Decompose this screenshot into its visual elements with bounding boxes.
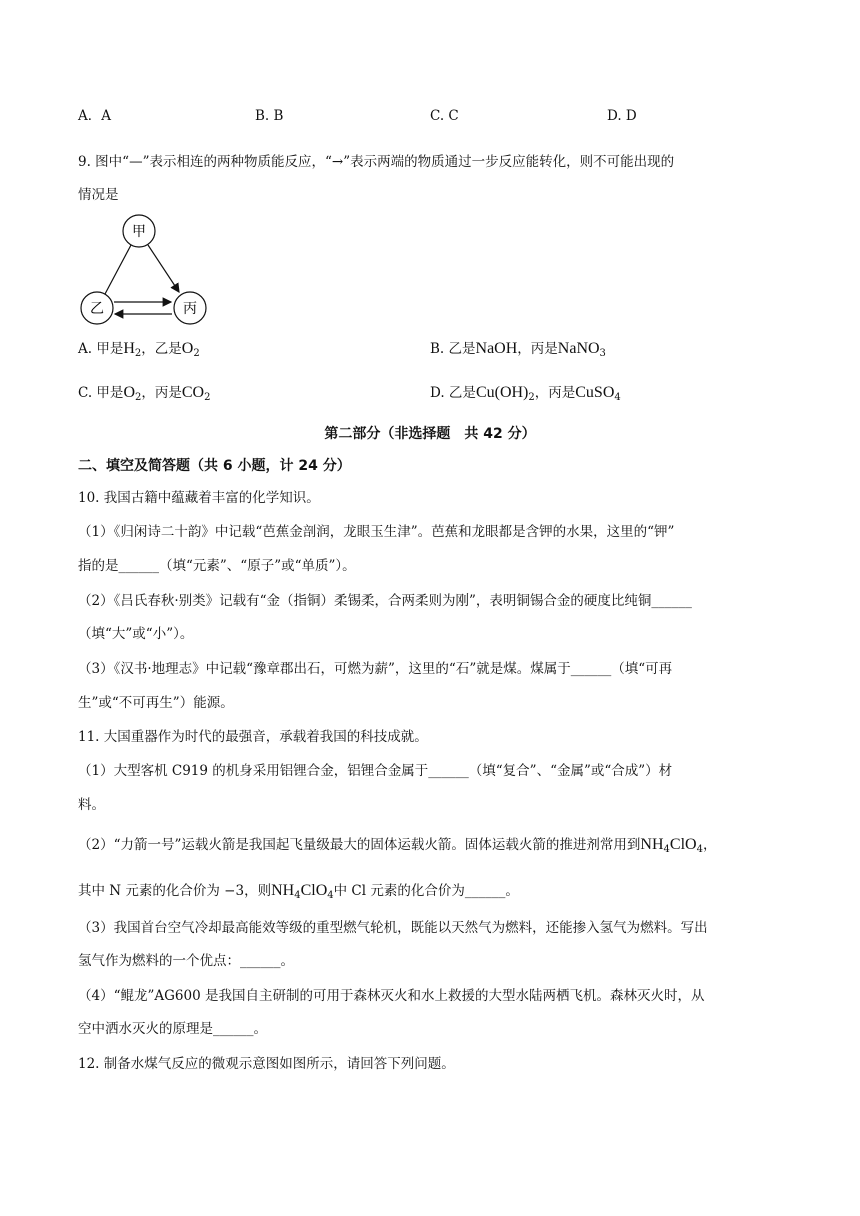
q10-stem: 10. 我国古籍中蕴藏着丰富的化学知识。 [78,490,320,506]
q10-part1-line1: （1）《归闲诗二十韵》中记载“芭蕉金剖润，龙眼玉生津”。芭蕉和龙眼都是含钾的水果，这里的“钾” [78,524,675,540]
q11-part1-line1: （1）大型客机 C919 的机身采用铝锂合金，铝锂合金属于______（填“复合”、“金属”或“合成”）材 [78,763,673,779]
q10-part2-line1: （2）《吕氏春秋·别类》记载有“金（指铜）柔锡柔，合两柔则为刚”，表明铜锡合金的硬度比纯铜______ [78,593,692,609]
q9-option-b: B. 乙是NaOH，丙是NaNO$_3$ [430,340,606,359]
q9-stem-line2: 情况是 [78,187,119,203]
q10-part2-line2: （填“大”或“小”）。 [78,626,194,642]
q11-part4-line1: （4）“鲲龙”AG600 是我国自主研制的可用于森林灭火和水上救援的大型水陆两栖飞机。森林灭火时，从 [78,988,705,1004]
q12-stem: 12. 制备水煤气反应的微观示意图如图所示，请回答下列问题。 [78,1056,455,1072]
q10-part1-line2: 指的是______（填“元素”、“原子”或“单质”）。 [78,558,356,574]
q10-part3-line2: 生”或“不可再生”）能源。 [78,695,234,711]
q11-part2-line1: （2）“力箭一号”运载火箭是我国起飞量级最大的固体运载火箭。固体运载火箭的推进剂常用到$NH_4ClO_4$， [78,836,717,855]
line-jia-yi [105,245,131,294]
q11-part3-line1: （3）我国首台空气冷却最高能效等级的重型燃气轮机，既能以天然气为燃料，还能掺入氢气为燃料。写出 [78,920,708,936]
q9-option-a: A. 甲是$H_2$，乙是$O_2$ [78,340,200,359]
q8-option-d: D. D [607,108,637,124]
q11-stem: 11. 大国重器作为时代的最强音，承载着我国的科技成就。 [78,729,428,745]
q10-part3-line1: （3）《汉书·地理志》中记载“豫章郡出石，可燃为薪”，这里的“石”就是煤。煤属于______（填“可再 [78,661,673,677]
q11-part2-line2: 其中 N 元素的化合价为 −3，则$NH_4ClO_4$中 Cl 元素的化合价为______。 [78,882,519,901]
part2-title: 第二部分（非选择题 共 42 分） [324,426,536,442]
q9-relation-diagram [78,212,218,327]
q8-option-c: C. C [430,108,459,124]
q11-part3-line2: 氢气作为燃料的一个优点：______。 [78,953,294,969]
q8-option-a: A．A [78,108,111,124]
q9-option-d: D. 乙是$Cu(OH)_2$，丙是CuSO$_4$ [430,384,621,403]
q11-part1-line2: 料。 [78,797,105,813]
q11-part4-line2: 空中洒水灭火的原理是______。 [78,1021,267,1037]
node-yi-label: 乙 [90,301,104,317]
section2-title: 二、填空及简答题（共 6 小题，计 24 分） [78,458,351,474]
arrow-jia-to-bing [148,245,179,292]
q8-option-b: B. B [255,108,284,124]
q9-option-c: C. 甲是$O_2$，丙是$CO_2$ [78,384,211,403]
node-bing-label: 丙 [183,301,197,317]
node-jia-label: 甲 [132,224,146,240]
q9-stem-line1: 9. 图中“—”表示相连的两种物质能反应，“→”表示两端的物质通过一步反应能转化，则不可能出现的 [78,154,675,170]
